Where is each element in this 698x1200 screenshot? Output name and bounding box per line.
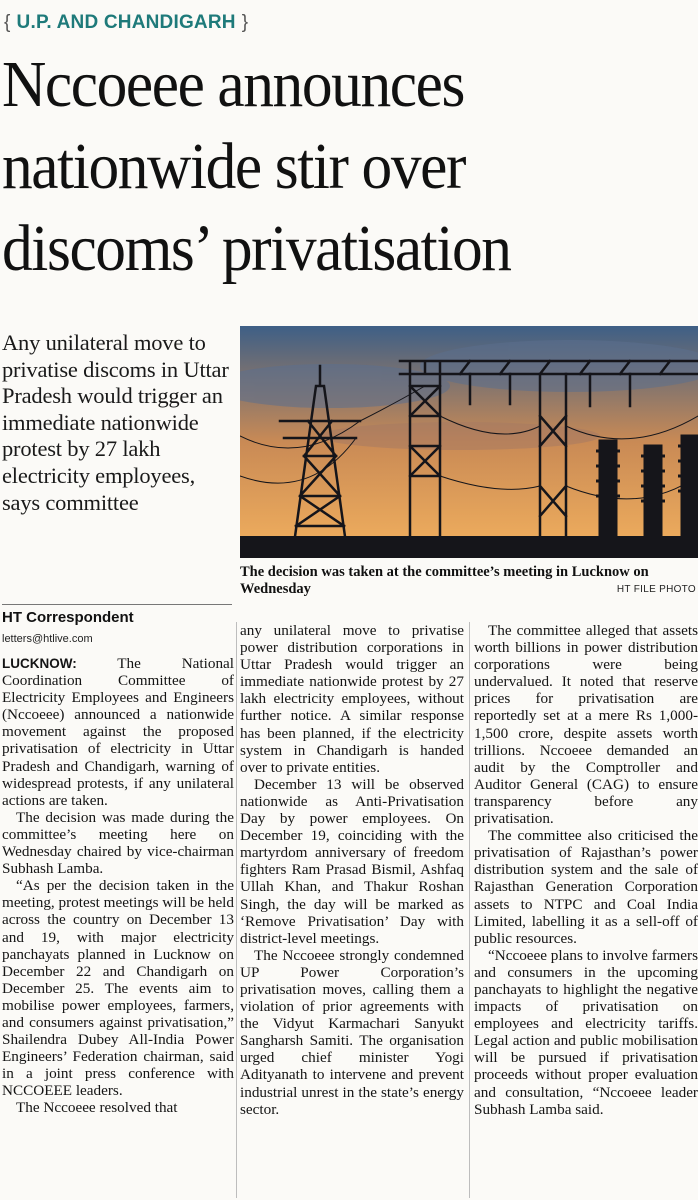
article-paragraph: The committee also criticised the privatisation of Rajasthan’s power distribution system and the sale of Rajasthan Generation Corporation assets to NTPC and Coal India Limited, labelling it as a sell-off of public resources.: [474, 827, 698, 947]
article-column-2: [240, 622, 464, 1118]
byline-author: HT Correspondent: [2, 609, 134, 626]
news-photo: [240, 326, 698, 558]
article-paragraph: any unilateral move to privatise power distribution corporations in Uttar Pradesh would trigger an immediate nationwide protest by 27 lakh electricity employees, without further notice. A similar response has been planned, if the electricity system in Chandigarh is handed over to private entities.: [240, 622, 464, 776]
article-paragraph: The decision was made during the committee’s meeting here on Wednesday chaired by vice-chairman Subhash Lamba.: [2, 808, 234, 878]
headline: [2, 44, 649, 290]
photo-caption: The decision was taken at the committee’s meeting in Lucknow on Wednesday: [240, 564, 649, 597]
section-close-brace: }: [241, 12, 249, 33]
column-divider: [469, 622, 470, 1198]
byline: [2, 604, 232, 645]
standfirst: Any unilateral move to privatise discoms in Uttar Pradesh would trigger an immediate nationwide protest by 27 lakh electricity employees, says committee: [2, 330, 229, 515]
article-paragraph: December 13 will be observed nationwide as Anti-Privatisation Day by power employees. On December 19, coinciding with the martyrdom anniversary of freedom fighters Ram Prasad Bismil, Ashfaq Ullah Khan, and Thakur Roshan Singh, the day will be marked as ‘Remove Privatisation’ Day with district-level meetings.: [240, 775, 464, 947]
article-paragraph: [2, 655, 234, 809]
article-paragraph: “As per the decision taken in the meeting, protest meetings will be held across the country on December 13 and 19, with major electricity panchayats planned in Lucknow on December 22 and Chandigarh on December 25. The events aim to mobilise power employees, farmers, and consumers against privatisation,” Shailendra Dubey All-India Power Engineers’ Federation chairman, said in a joint press conference with NCCOEEE leaders.: [2, 877, 234, 1100]
byline-email[interactable]: letters@htlive.com: [2, 633, 93, 645]
article-column-1: [2, 655, 234, 1117]
headline-line-3: discoms’ privatisation: [2, 212, 511, 285]
article-paragraph: “Nccoeee plans to involve farmers and consumers in the upcoming panchayats to highlight the negative impacts of privatisation on employees and electricity tariffs. Legal action and public mobilisation will be pursued if privatisation proceeds without proper evaluation and consultation, “Nccoeee leader Subhash Lamba said.: [474, 946, 698, 1118]
column-divider: [236, 622, 237, 1198]
section-name: U.P. AND CHANDIGARH: [16, 12, 236, 33]
article-paragraph: The Nccoeee resolved that: [16, 1099, 178, 1117]
photo-credit: HT FILE PHOTO: [616, 584, 696, 595]
article-paragraph: The Nccoeee strongly condemned UP Power Corporation’s privatisation moves, calling them a violation of prior agreements with the Vidyut Karmachari Sanyukt Sangharsh Samiti. The organisation urged chief minister Yogi Adityanath to intervene and prevent industrial unrest in the state’s energy sector.: [240, 946, 464, 1118]
headline-line-2: nationwide stir over: [2, 130, 466, 203]
section-tag: [4, 12, 248, 34]
section-open-brace: {: [4, 12, 11, 33]
article-paragraph: The committee alleged that assets worth billions in power distribution corporations were being undervalued. It noted that reserve prices for privatisation are reportedly set at a mere Rs 1,000-1,500 crore, despite assets worth trillions. Nccoeee demanded an audit by the Comptroller and Auditor General (CAG) to ensure transparency before any privatisation.: [474, 622, 698, 828]
headline-line-1: Nccoeee announces: [2, 48, 464, 121]
article-column-3: [474, 622, 698, 1118]
dateline: LUCKNOW:: [2, 656, 77, 671]
paragraph-text: The National Coordination Committee of Electricity Employees and Engineers (Nccoeee) announced a nationwide movement against the proposed privatisation of electricity in Uttar Pradesh and Chandigarh, warning of widespread protests, if any unilateral actions are taken.: [2, 655, 234, 809]
